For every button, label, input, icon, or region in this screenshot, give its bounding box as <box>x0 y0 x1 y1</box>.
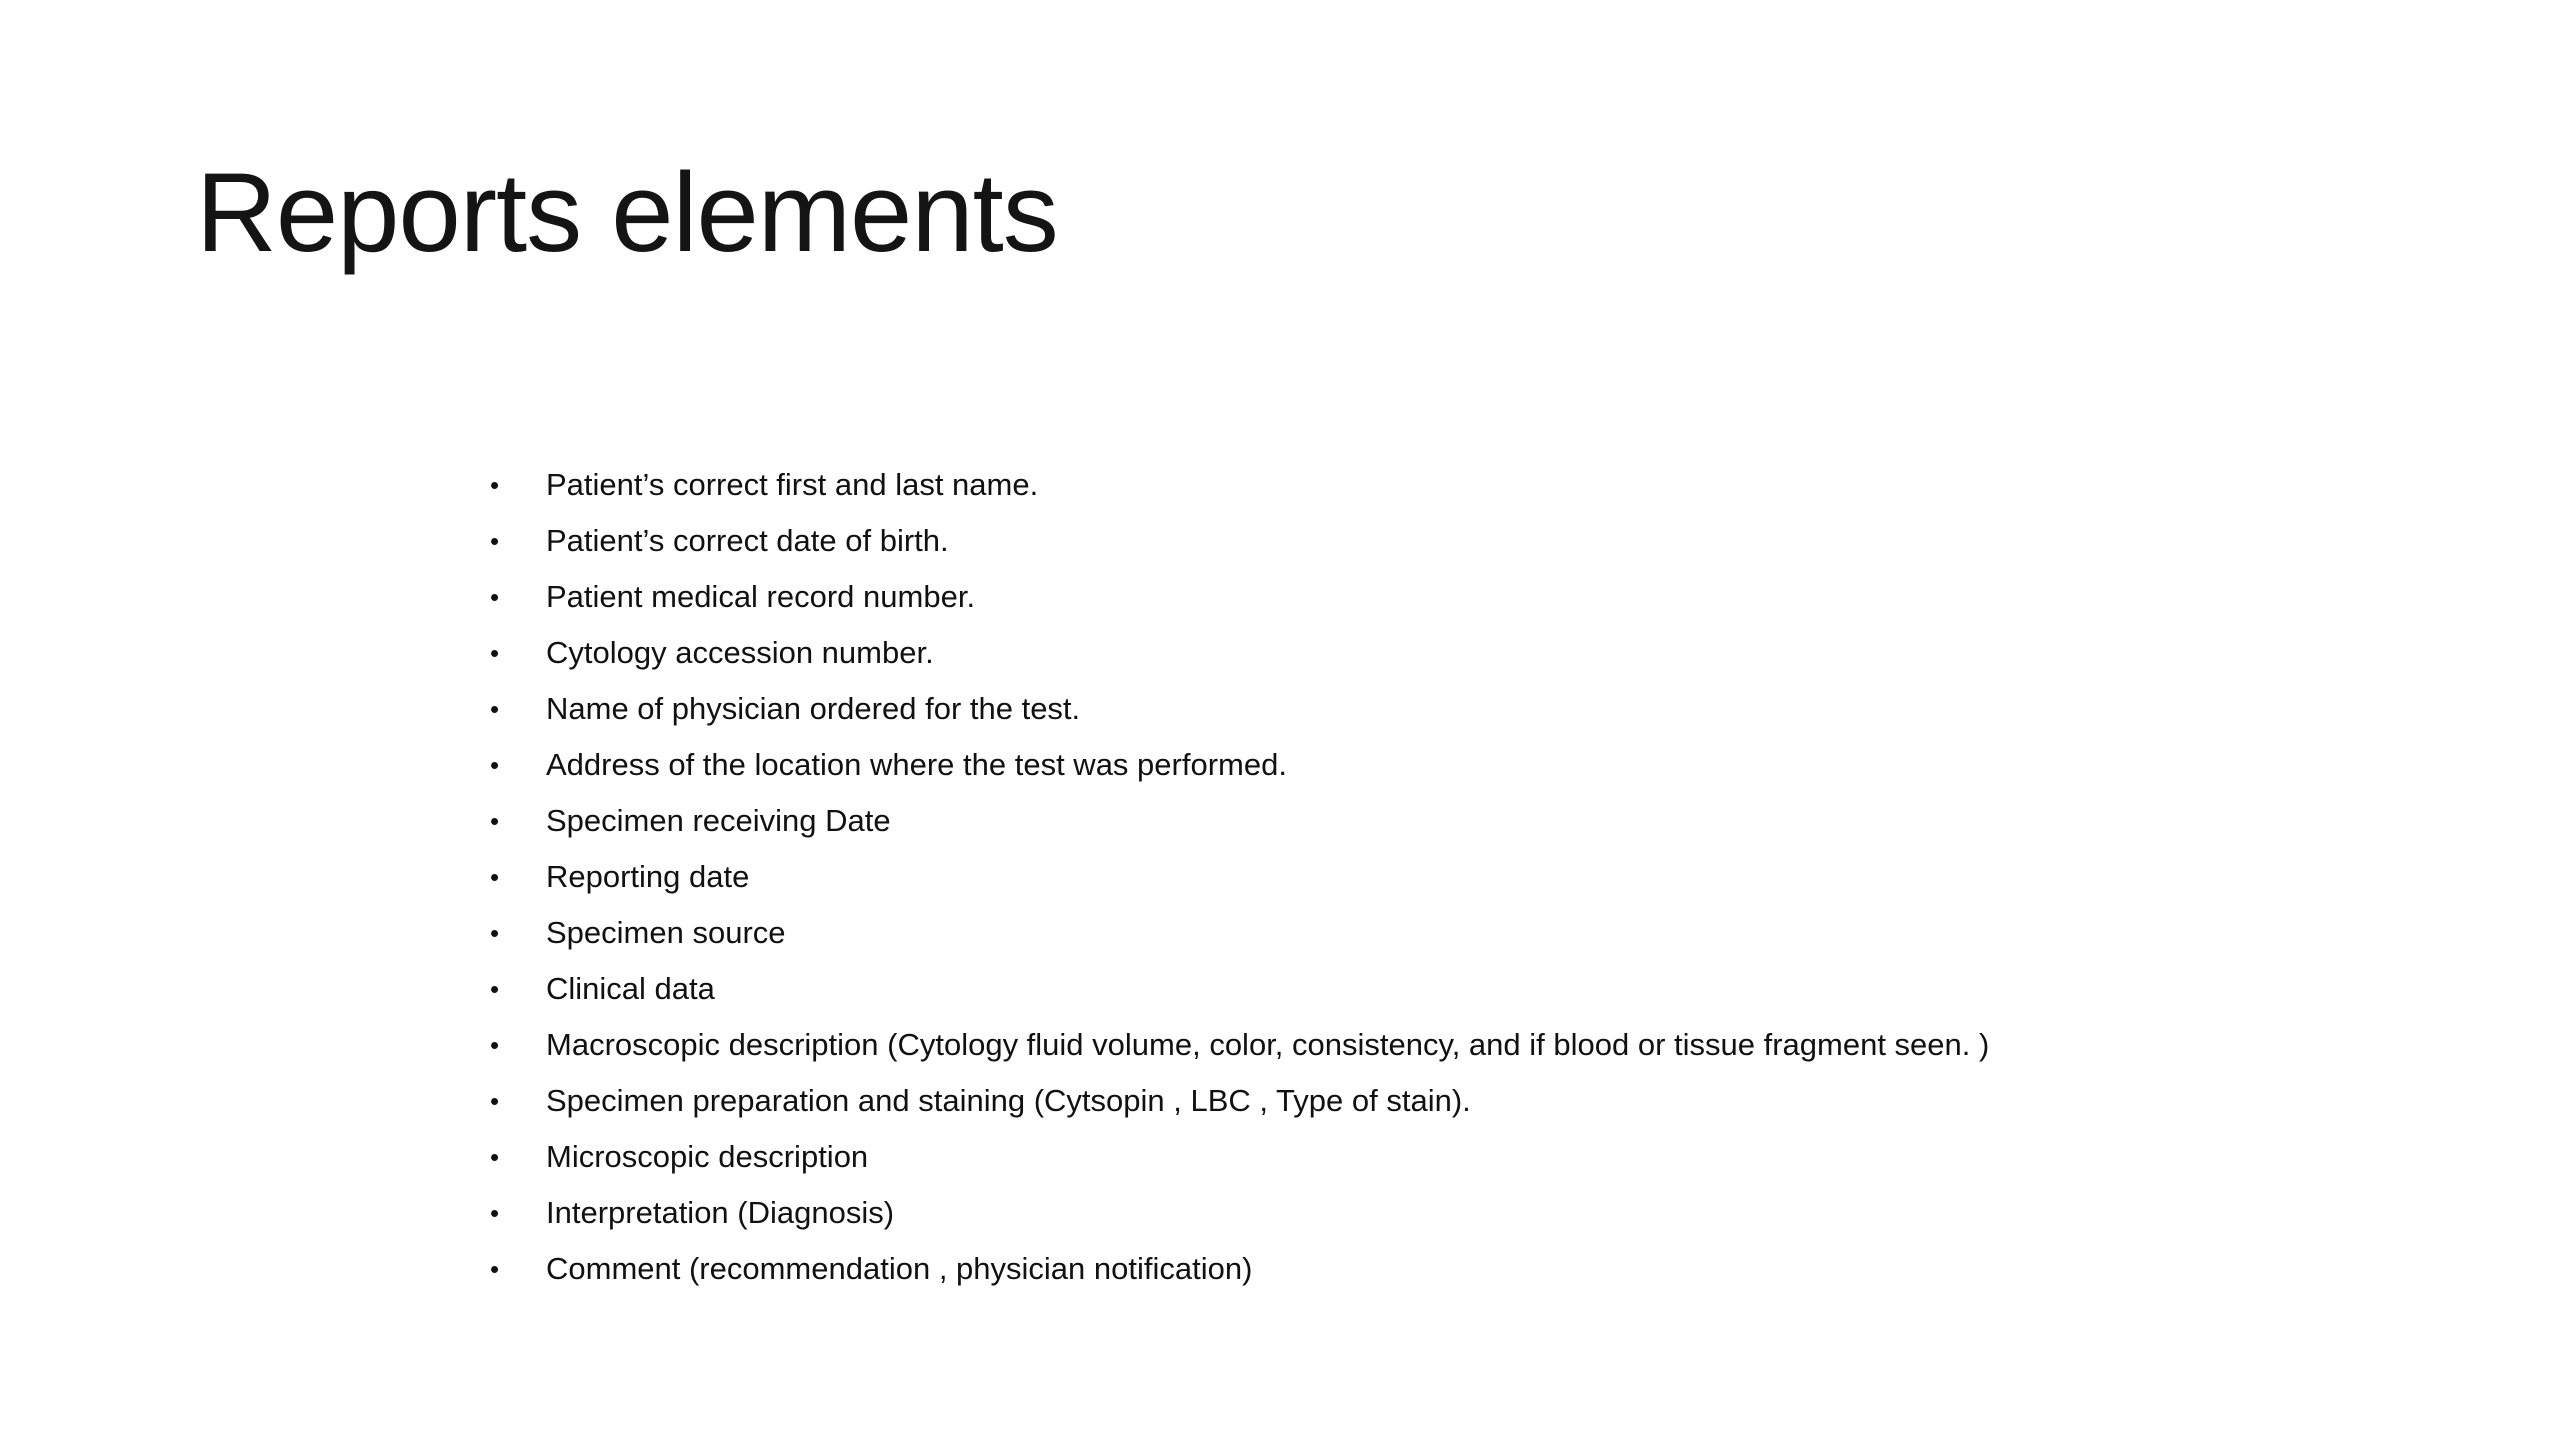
bullet-icon: • <box>490 1198 500 1228</box>
list-item-text: Address of the location where the test was performed. <box>546 747 1287 782</box>
list-item-text: Specimen receiving Date <box>546 803 891 838</box>
list-item <box>490 915 2090 950</box>
list-item-text: Patient’s correct date of birth. <box>546 523 949 558</box>
bullet-icon: • <box>490 1030 500 1060</box>
bullet-icon: • <box>490 974 500 1004</box>
bullet-icon: • <box>490 694 500 724</box>
list-item-text: Patient medical record number. <box>546 579 976 614</box>
list-item <box>490 635 2090 670</box>
list-item <box>490 523 2090 558</box>
list-item-text: Cytology accession number. <box>546 635 934 670</box>
list-item <box>490 747 2090 782</box>
list-item <box>490 1083 2090 1118</box>
list-item <box>490 1139 2090 1174</box>
list-item <box>490 971 2090 1006</box>
list-item-text: Specimen source <box>546 915 786 950</box>
list-item-text: Clinical data <box>546 971 715 1006</box>
bullet-icon: • <box>490 470 500 500</box>
bullet-icon: • <box>490 1254 500 1284</box>
bullet-icon: • <box>490 918 500 948</box>
list-item <box>490 1027 2046 1062</box>
list-item-text: Reporting date <box>546 859 750 894</box>
list-item-text: Comment (recommendation , physician notification) <box>546 1251 1253 1286</box>
bullet-icon: • <box>490 1086 500 1116</box>
list-item <box>490 691 2090 726</box>
list-item <box>490 1195 2090 1230</box>
bullet-icon: • <box>490 1142 500 1172</box>
list-item-text: Name of physician ordered for the test. <box>546 691 1081 726</box>
bullet-icon: • <box>490 638 500 668</box>
list-item <box>490 859 2090 894</box>
bullet-icon: • <box>490 806 500 836</box>
bullet-list <box>490 467 2090 1310</box>
bullet-icon: • <box>490 862 500 892</box>
list-item-text: Specimen preparation and staining (Cytsopin , LBC , Type of stain). <box>546 1083 1471 1118</box>
bullet-icon: • <box>490 526 500 556</box>
list-item <box>490 803 2090 838</box>
list-item-text: Microscopic description <box>546 1139 869 1174</box>
list-item <box>490 1251 2090 1286</box>
list-item-text: Interpretation (Diagnosis) <box>546 1195 895 1230</box>
slide-title: Reports elements <box>196 150 1058 275</box>
list-item-text: Patient’s correct first and last name. <box>546 467 1039 502</box>
bullet-icon: • <box>490 582 500 612</box>
list-item-text: Macroscopic description (Cytology fluid volume, color, consistency, and if blood or tissue fragment seen. ) <box>546 1027 1990 1062</box>
bullet-icon: • <box>490 750 500 780</box>
list-item <box>490 467 2090 502</box>
list-item <box>490 579 2090 614</box>
